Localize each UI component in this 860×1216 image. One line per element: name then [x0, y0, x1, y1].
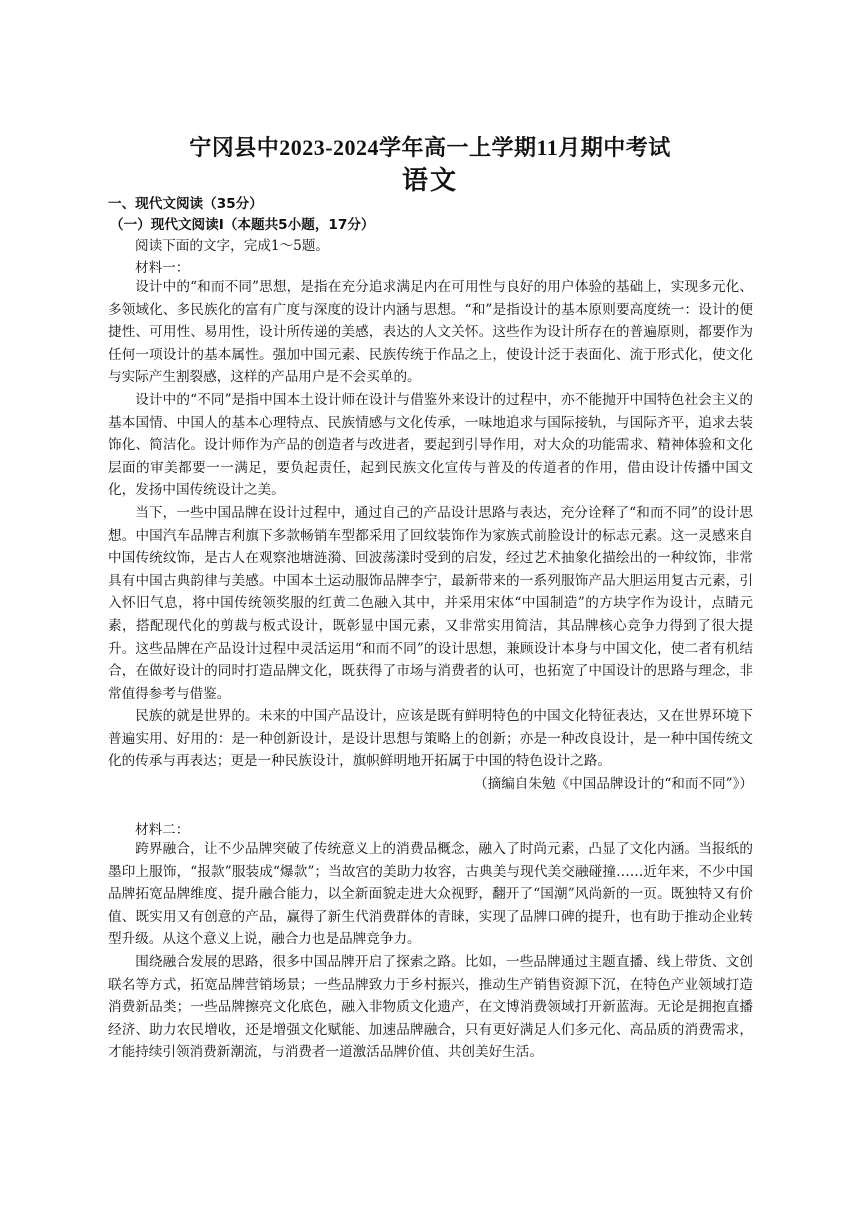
material1-label: 材料一：: [135, 260, 190, 276]
paragraph: 民族的就是世界的。未来的中国产品设计，应该是既有鲜明特色的中国文化特征表达，又在世界环境下普遍实用、好用的：是一种创新设计，是设计思想与策略上的创新；亦是一种改良设计，是一种中国传统文化的传承与再表达；更是一种民族设计，旗帜鲜明地开拓属于中国的特色设计之路。: [108, 708, 753, 770]
paragraph: 跨界融合，让不少品牌突破了传统意义上的消费品概念，融入了时尚元素，凸显了文化内涵。当报纸的墨印上服饰，“报款”服装成“爆款”；当故宫的美助力妆容，古典美与现代美交融碰撞……近年来，不少中国品牌拓宽品牌维度、提升融合能力，以全新面貌走进大众视野，翻开了“国潮”风尚新的一页。既独特又有价值、既实用又有创意的产品，赢得了新生代消费群体的青睐，实现了品牌口碑的提升，也有助于推动企业转型升级。从这个意义上说，融合力也是品牌竞争力。: [108, 841, 753, 948]
material2-text: [108, 838, 753, 1064]
paragraph: 设计中的“和而不同”思想，是指在充分追求满足内在可用性与良好的用户体验的基础上，实现多元化、多领域化、多民族化的富有广度与深度的设计内涵与思想。“和”是指设计的基本原则要高度统一：设计的便捷性、可用性、易用性，设计所传递的美感，表达的人文关怀。这些作为设计所存在的普遍原则，都要作为任何一项设计的基本属性。强加中国元素、民族传统于作品之上，使设计泛于表面化、流于形式化，使文化与实际产生割裂感，这样的产品用户是不会买单的。: [108, 279, 753, 386]
paragraph: 围绕融合发展的思路，很多中国品牌开启了探索之路。比如，一些品牌通过主题直播、线上带货、文创联名等方式，拓宽品牌营销场景；一些品牌致力于乡村振兴，推动生产销售资源下沉，在特色产业领域打造消费新品类；一些品牌擦亮文化底色，融入非物质文化遗产，在文博消费领域打开新蓝海。无论是拥抱直播经济、助力农民增收，还是增强文化赋能、加速品牌融合，只有更好满足人们多元化、高品质的消费需求，才能持续引领消费新潮流，与消费者一道激活品牌价值、共创美好生活。: [108, 953, 753, 1061]
instruction: 阅读下面的文字，完成1～5题。: [135, 238, 330, 254]
material1-text: [108, 276, 753, 796]
subsection-heading: （一）现代文阅读Ⅰ（本题共5小题，17分）: [110, 217, 375, 233]
section-heading: 一、现代文阅读（35分）: [108, 196, 263, 212]
exam-subject: 语文: [401, 166, 458, 195]
exam-title: 宁冈县中2023-2024学年高一上学期11月期中考试: [189, 135, 671, 160]
material2-label: 材料二：: [135, 822, 190, 838]
paragraph: 当下，一些中国品牌在设计过程中，通过自己的产品设计思路与表达，充分诠释了“和而不同”的设计思想。中国汽车品牌吉利旗下多款畅销车型都采用了回纹装饰作为家族式前脸设计的标志元素。这一灵感来自中国传统纹饰，是古人在观察池塘涟漪、回波荡漾时受到的启发，经过艺术抽象化描绘出的一种纹饰，非常具有中国古典韵律与美感。中国本土运动服饰品牌李宁，最新带来的一系列服饰产品大胆运用复古元素，引入怀旧气息，将中国传统领奖服的红黄二色融入其中，并采用宋体“中国制造”的方块字作为设计，点睛元素，搭配现代化的剪裁与板式设计，既彰显中国元素，又非常实用简洁，其品牌核心竞争力得到了很大提升。这些品牌在产品设计过程中灵活运用“和而不同”的设计思想，兼顾设计本身与中国文化，使二者有机结合，在做好设计的同时打造品牌文化，既获得了市场与消费者的认可，也拓宽了中国设计的思路与理念，非常值得参考与借鉴。: [108, 504, 753, 702]
paragraph: 设计中的“不同”是指中国本土设计师在设计与借鉴外来设计的过程中，亦不能抛开中国特色社会主义的基本国情、中国人的基本心理特点、民族情感与文化传承，一味地追求与国际接轨，与国际齐平，追求去装饰化、简洁化。设计师作为产品的创造者与改进者，要起到引导作用，对大众的功能需求、精神体验和文化层面的审美都要一一满足，要负起责任，起到民族文化宣传与普及的传道者的作用，借由设计传播中国文化，发扬中国传统设计之美。: [108, 391, 753, 499]
source-citation: （摘编自朱勉《中国品牌设计的“和而不同”》）: [474, 776, 753, 793]
